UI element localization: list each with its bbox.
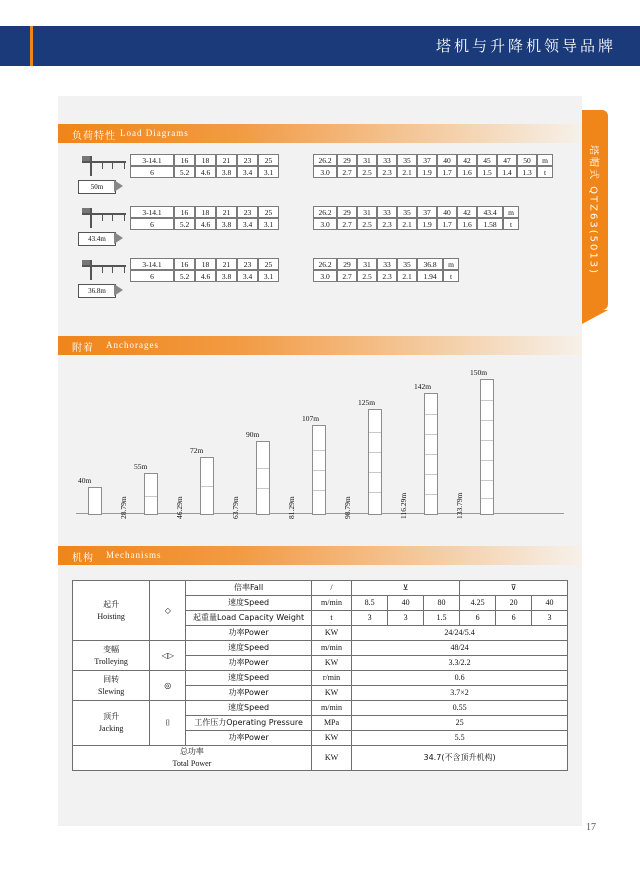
cell: 3.0 xyxy=(313,270,337,282)
section-load-title-cn: 负荷特性 xyxy=(72,131,116,142)
cell: 4.6 xyxy=(195,166,216,178)
cell: 35 xyxy=(397,154,417,166)
cell: 1.9 xyxy=(417,218,437,230)
group-hoisting xyxy=(73,581,150,641)
unit-speed-jacking: m/min xyxy=(311,701,351,716)
cell: 3.0 xyxy=(313,166,337,178)
cell: 5.5 xyxy=(352,731,568,746)
group-jacking-en: Jacking xyxy=(98,724,124,733)
cell: 3.4 xyxy=(237,166,258,178)
unit-power-trolleying: KW xyxy=(311,656,351,671)
section-anchorages xyxy=(58,336,582,355)
unit-power-slewing: KW xyxy=(311,686,351,701)
load-table-1-row1 xyxy=(130,154,553,166)
group-slewing-en: Slewing xyxy=(98,686,125,696)
row-label-speed-hoisting: 速度Speed xyxy=(186,596,312,611)
page-body xyxy=(58,96,582,826)
cell: 3-14.1 xyxy=(130,206,174,218)
group-slewing xyxy=(73,671,150,701)
cell: 6 xyxy=(130,166,174,178)
cell: 16 xyxy=(174,154,195,166)
cell: 23 xyxy=(237,258,258,270)
tower-7-anchor-label: 116.29m xyxy=(399,492,408,519)
cell: 1.6 xyxy=(457,218,477,230)
group-total xyxy=(73,746,312,771)
hook-3c xyxy=(124,266,125,273)
header-title: 塔机与升降机领导品牌 xyxy=(435,37,616,55)
cell: 1.9 xyxy=(417,166,437,178)
cell: 1.4 xyxy=(497,166,517,178)
cell: 29 xyxy=(337,258,357,270)
tower-6-anchor-label: 98.79m xyxy=(343,496,352,519)
tower-5-height-label: 107m xyxy=(302,414,320,423)
load-table-1 xyxy=(130,154,553,178)
cell: 40 xyxy=(532,596,568,611)
cell: 21 xyxy=(216,258,237,270)
unit-power-jacking: KW xyxy=(311,731,351,746)
hook-3b xyxy=(112,266,113,273)
tower-3-height-label: 72m xyxy=(190,446,204,455)
load-table-3-row2 xyxy=(130,270,459,282)
group-total-en: Total Power xyxy=(172,759,212,768)
tower-2-anchor-label: 28.79m xyxy=(119,496,128,519)
cell: 21 xyxy=(216,154,237,166)
row-label-power-trolleying: 功率Power xyxy=(186,656,312,671)
cell: 18 xyxy=(195,154,216,166)
cell: 23 xyxy=(237,154,258,166)
cell: 20 xyxy=(496,596,532,611)
row-label-speed-slewing: 速度Speed xyxy=(186,671,312,686)
hook-2b xyxy=(112,214,113,221)
cell: 40 xyxy=(437,154,457,166)
cell: 6 xyxy=(130,218,174,230)
unit-pressure: MPa xyxy=(311,716,351,731)
section-load-diagrams xyxy=(58,124,582,143)
cell: 2.7 xyxy=(337,218,357,230)
cell: 3.8 xyxy=(216,166,237,178)
cell: 31 xyxy=(357,154,377,166)
cell: 2.1 xyxy=(397,270,417,282)
side-tab xyxy=(582,110,608,310)
group-total-cn: 总功率 xyxy=(179,747,204,756)
tower-7-height-label: 142m xyxy=(414,382,432,391)
jib-pictogram-3 xyxy=(72,258,136,302)
cell: 26.2 xyxy=(313,154,337,166)
cell: 1.94 xyxy=(417,270,443,282)
unit-speed-slewing: r/min xyxy=(311,671,351,686)
tower-1-height-label: 40m xyxy=(78,476,92,485)
hook-1b xyxy=(112,162,113,169)
tower-2 xyxy=(144,473,158,515)
cell: 6 xyxy=(496,611,532,626)
tower-3 xyxy=(200,457,214,515)
unit-speed-hoisting: m/min xyxy=(311,596,351,611)
cell: m xyxy=(503,206,519,218)
cell: 2.5 xyxy=(357,218,377,230)
hook-3 xyxy=(102,266,103,273)
tower-8-height-label: 150m xyxy=(470,368,488,377)
section-anchorages-title-en: Anchorages xyxy=(106,340,159,350)
cell: 23 xyxy=(237,206,258,218)
cell: 1.7 xyxy=(437,166,457,178)
cell: 2.7 xyxy=(337,270,357,282)
row-label-fall: 倍率Fall xyxy=(186,581,312,596)
anchorage-chart xyxy=(58,358,582,538)
cell: 25 xyxy=(258,258,279,270)
hook-2c xyxy=(124,214,125,221)
section-anchorages-title-cn: 附着 xyxy=(72,343,94,354)
cell: 18 xyxy=(195,258,216,270)
mast-3 xyxy=(90,260,92,280)
cell: 26.2 xyxy=(313,206,337,218)
cell: 25 xyxy=(258,206,279,218)
side-tab-label: 塔帽式 QTZ63(5013) xyxy=(587,145,599,275)
row-label-power-hoisting: 功率Power xyxy=(186,626,312,641)
cell: 25 xyxy=(352,716,568,731)
cell: 3.4 xyxy=(237,218,258,230)
tower-8-anchor-label: 133.79m xyxy=(455,492,464,519)
cell: 45 xyxy=(477,154,497,166)
cell: 24/24/5.4 xyxy=(352,626,568,641)
slewing-icon: ◎ xyxy=(150,671,186,701)
unit-power-hoisting: KW xyxy=(311,626,351,641)
cell: 6 xyxy=(130,270,174,282)
jib-3 xyxy=(82,265,126,267)
cell: 1.3 xyxy=(517,166,537,178)
cell: 31 xyxy=(357,206,377,218)
row-label-power-jacking: 功率Power xyxy=(186,731,312,746)
tower-7 xyxy=(424,393,438,515)
load-table-2-row1 xyxy=(130,206,519,218)
cell: 0.55 xyxy=(352,701,568,716)
mast-1 xyxy=(90,156,92,176)
cell: 5.2 xyxy=(174,166,195,178)
cell: 1.5 xyxy=(424,611,460,626)
cell: 21 xyxy=(216,206,237,218)
unit-fall: / xyxy=(311,581,351,596)
cell: m xyxy=(537,154,553,166)
cell: 3 xyxy=(352,611,388,626)
cell: 33 xyxy=(377,258,397,270)
cell: 3-14.1 xyxy=(130,154,174,166)
cell: 0.6 xyxy=(352,671,568,686)
tower-1 xyxy=(88,487,102,515)
table-row xyxy=(73,581,568,596)
cell: 1.5 xyxy=(477,166,497,178)
tower-5-anchor-label: 81.29m xyxy=(287,496,296,519)
cell: 80 xyxy=(424,596,460,611)
cell: 3.1 xyxy=(258,270,279,282)
unit-capacity: t xyxy=(311,611,351,626)
trolleying-icon: ◁▷ xyxy=(150,641,186,671)
cell: 18 xyxy=(195,206,216,218)
cell: 2.1 xyxy=(397,166,417,178)
cell: t xyxy=(443,270,459,282)
tower-4-height-label: 90m xyxy=(246,430,260,439)
cell: 16 xyxy=(174,206,195,218)
jib-length-label-3: 36.8m xyxy=(78,284,116,298)
tower-4 xyxy=(256,441,270,515)
table-row xyxy=(73,641,568,656)
cell: 5.2 xyxy=(174,218,195,230)
cell: 1.6 xyxy=(457,166,477,178)
section-load-title-en: Load Diagrams xyxy=(120,128,189,138)
page-number: 17 xyxy=(586,822,596,833)
group-trolleying-cn: 变幅 xyxy=(103,644,120,654)
hook-2 xyxy=(102,214,103,221)
group-slewing-cn: 回转 xyxy=(103,674,120,684)
side-tab-notch xyxy=(582,310,608,324)
hook-1c xyxy=(124,162,125,169)
tower-2-height-label: 55m xyxy=(134,462,148,471)
cell: 2.1 xyxy=(397,218,417,230)
cell: 2.3 xyxy=(377,218,397,230)
group-trolleying-en: Trolleying xyxy=(94,656,128,666)
cell: 3.1 xyxy=(258,218,279,230)
cell: 29 xyxy=(337,154,357,166)
section-mechanisms-title-cn: 机构 xyxy=(72,553,94,564)
group-hoisting-cn: 起升 xyxy=(103,599,120,609)
cell: 40 xyxy=(388,596,424,611)
cell: 3.3/2.2 xyxy=(352,656,568,671)
cell: 37 xyxy=(417,154,437,166)
hook-1 xyxy=(102,162,103,169)
jib-pictogram-1 xyxy=(72,154,136,198)
cell: 3.4 xyxy=(237,270,258,282)
cell: 4.6 xyxy=(195,270,216,282)
fall-2-icon: ⊻ xyxy=(352,581,460,596)
jacking-icon: ⌷ xyxy=(150,701,186,746)
tower-4-anchor-label: 63.79m xyxy=(231,496,240,519)
jib-arrow-1 xyxy=(114,180,123,192)
cell: 16 xyxy=(174,258,195,270)
cell: 6 xyxy=(460,611,496,626)
cell: 5.2 xyxy=(174,270,195,282)
cell: 3 xyxy=(532,611,568,626)
table-row xyxy=(73,671,568,686)
cell: 35 xyxy=(397,206,417,218)
table-row xyxy=(73,701,568,716)
cell: 4.25 xyxy=(460,596,496,611)
unit-total: KW xyxy=(311,746,351,771)
row-label-power-slewing: 功率Power xyxy=(186,686,312,701)
load-table-2-row2 xyxy=(130,218,519,230)
tower-3-anchor-label: 46.29m xyxy=(175,496,184,519)
cell: 43.4 xyxy=(477,206,503,218)
cell: 4.6 xyxy=(195,218,216,230)
tower-6-height-label: 125m xyxy=(358,398,376,407)
row-label-capacity: 起重量Load Capacity Weight xyxy=(186,611,312,626)
cell: t xyxy=(503,218,519,230)
jib-pictogram-2 xyxy=(72,206,136,250)
cell: 29 xyxy=(337,206,357,218)
cell: 3.1 xyxy=(258,166,279,178)
cell: 36.8 xyxy=(417,258,443,270)
load-table-2 xyxy=(130,206,519,230)
jib-arrow-2 xyxy=(114,232,123,244)
cell: 3.8 xyxy=(216,270,237,282)
cell: 3.7×2 xyxy=(352,686,568,701)
section-mechanisms-title-en: Mechanisms xyxy=(106,550,162,560)
cell: 8.5 xyxy=(352,596,388,611)
group-jacking xyxy=(73,701,150,746)
hoisting-icon: ◇ xyxy=(150,581,186,641)
jib-length-label-1: 50m xyxy=(78,180,116,194)
mechanisms-table xyxy=(72,580,568,771)
cell: 3.0 xyxy=(313,218,337,230)
cell: m xyxy=(443,258,459,270)
row-label-speed-jacking: 速度Speed xyxy=(186,701,312,716)
jib-arrow-3 xyxy=(114,284,123,296)
cell: 1.7 xyxy=(437,218,457,230)
cell: 50 xyxy=(517,154,537,166)
mast-2 xyxy=(90,208,92,228)
cell: 31 xyxy=(357,258,377,270)
cell: 33 xyxy=(377,154,397,166)
page-header xyxy=(0,26,640,66)
group-jacking-cn: 顶升 xyxy=(103,712,120,721)
cell: 37 xyxy=(417,206,437,218)
cell: 26.2 xyxy=(313,258,337,270)
cell: 47 xyxy=(497,154,517,166)
jib-2 xyxy=(82,213,126,215)
load-table-3 xyxy=(130,258,459,282)
cell: t xyxy=(537,166,553,178)
cell: 2.5 xyxy=(357,166,377,178)
cell: 33 xyxy=(377,206,397,218)
jib-length-label-2: 43.4m xyxy=(78,232,116,246)
jib-1 xyxy=(82,161,126,163)
cell: 2.3 xyxy=(377,270,397,282)
cell: 2.5 xyxy=(357,270,377,282)
load-table-1-row2 xyxy=(130,166,553,178)
group-hoisting-en: Hoisting xyxy=(97,611,125,621)
unit-speed-trolleying: m/min xyxy=(311,641,351,656)
cell: 3.8 xyxy=(216,218,237,230)
cell: 40 xyxy=(437,206,457,218)
row-label-pressure: 工作压力Operating Pressure xyxy=(186,716,312,731)
cell: 1.58 xyxy=(477,218,503,230)
table-row xyxy=(73,746,568,771)
cell: 48/24 xyxy=(352,641,568,656)
tower-5 xyxy=(312,425,326,515)
cell: 34.7(不含顶升机构) xyxy=(352,746,568,771)
group-trolleying xyxy=(73,641,150,671)
fall-4-icon: ⊽ xyxy=(460,581,568,596)
row-label-speed-trolleying: 速度Speed xyxy=(186,641,312,656)
cell: 42 xyxy=(457,154,477,166)
cell: 42 xyxy=(457,206,477,218)
cell: 3-14.1 xyxy=(130,258,174,270)
tower-8 xyxy=(480,379,494,515)
cell: 2.7 xyxy=(337,166,357,178)
cell: 2.3 xyxy=(377,166,397,178)
tower-6 xyxy=(368,409,382,515)
cell: 3 xyxy=(388,611,424,626)
section-mechanisms xyxy=(58,546,582,565)
cell: 35 xyxy=(397,258,417,270)
cell: 25 xyxy=(258,154,279,166)
load-table-3-row1 xyxy=(130,258,459,270)
